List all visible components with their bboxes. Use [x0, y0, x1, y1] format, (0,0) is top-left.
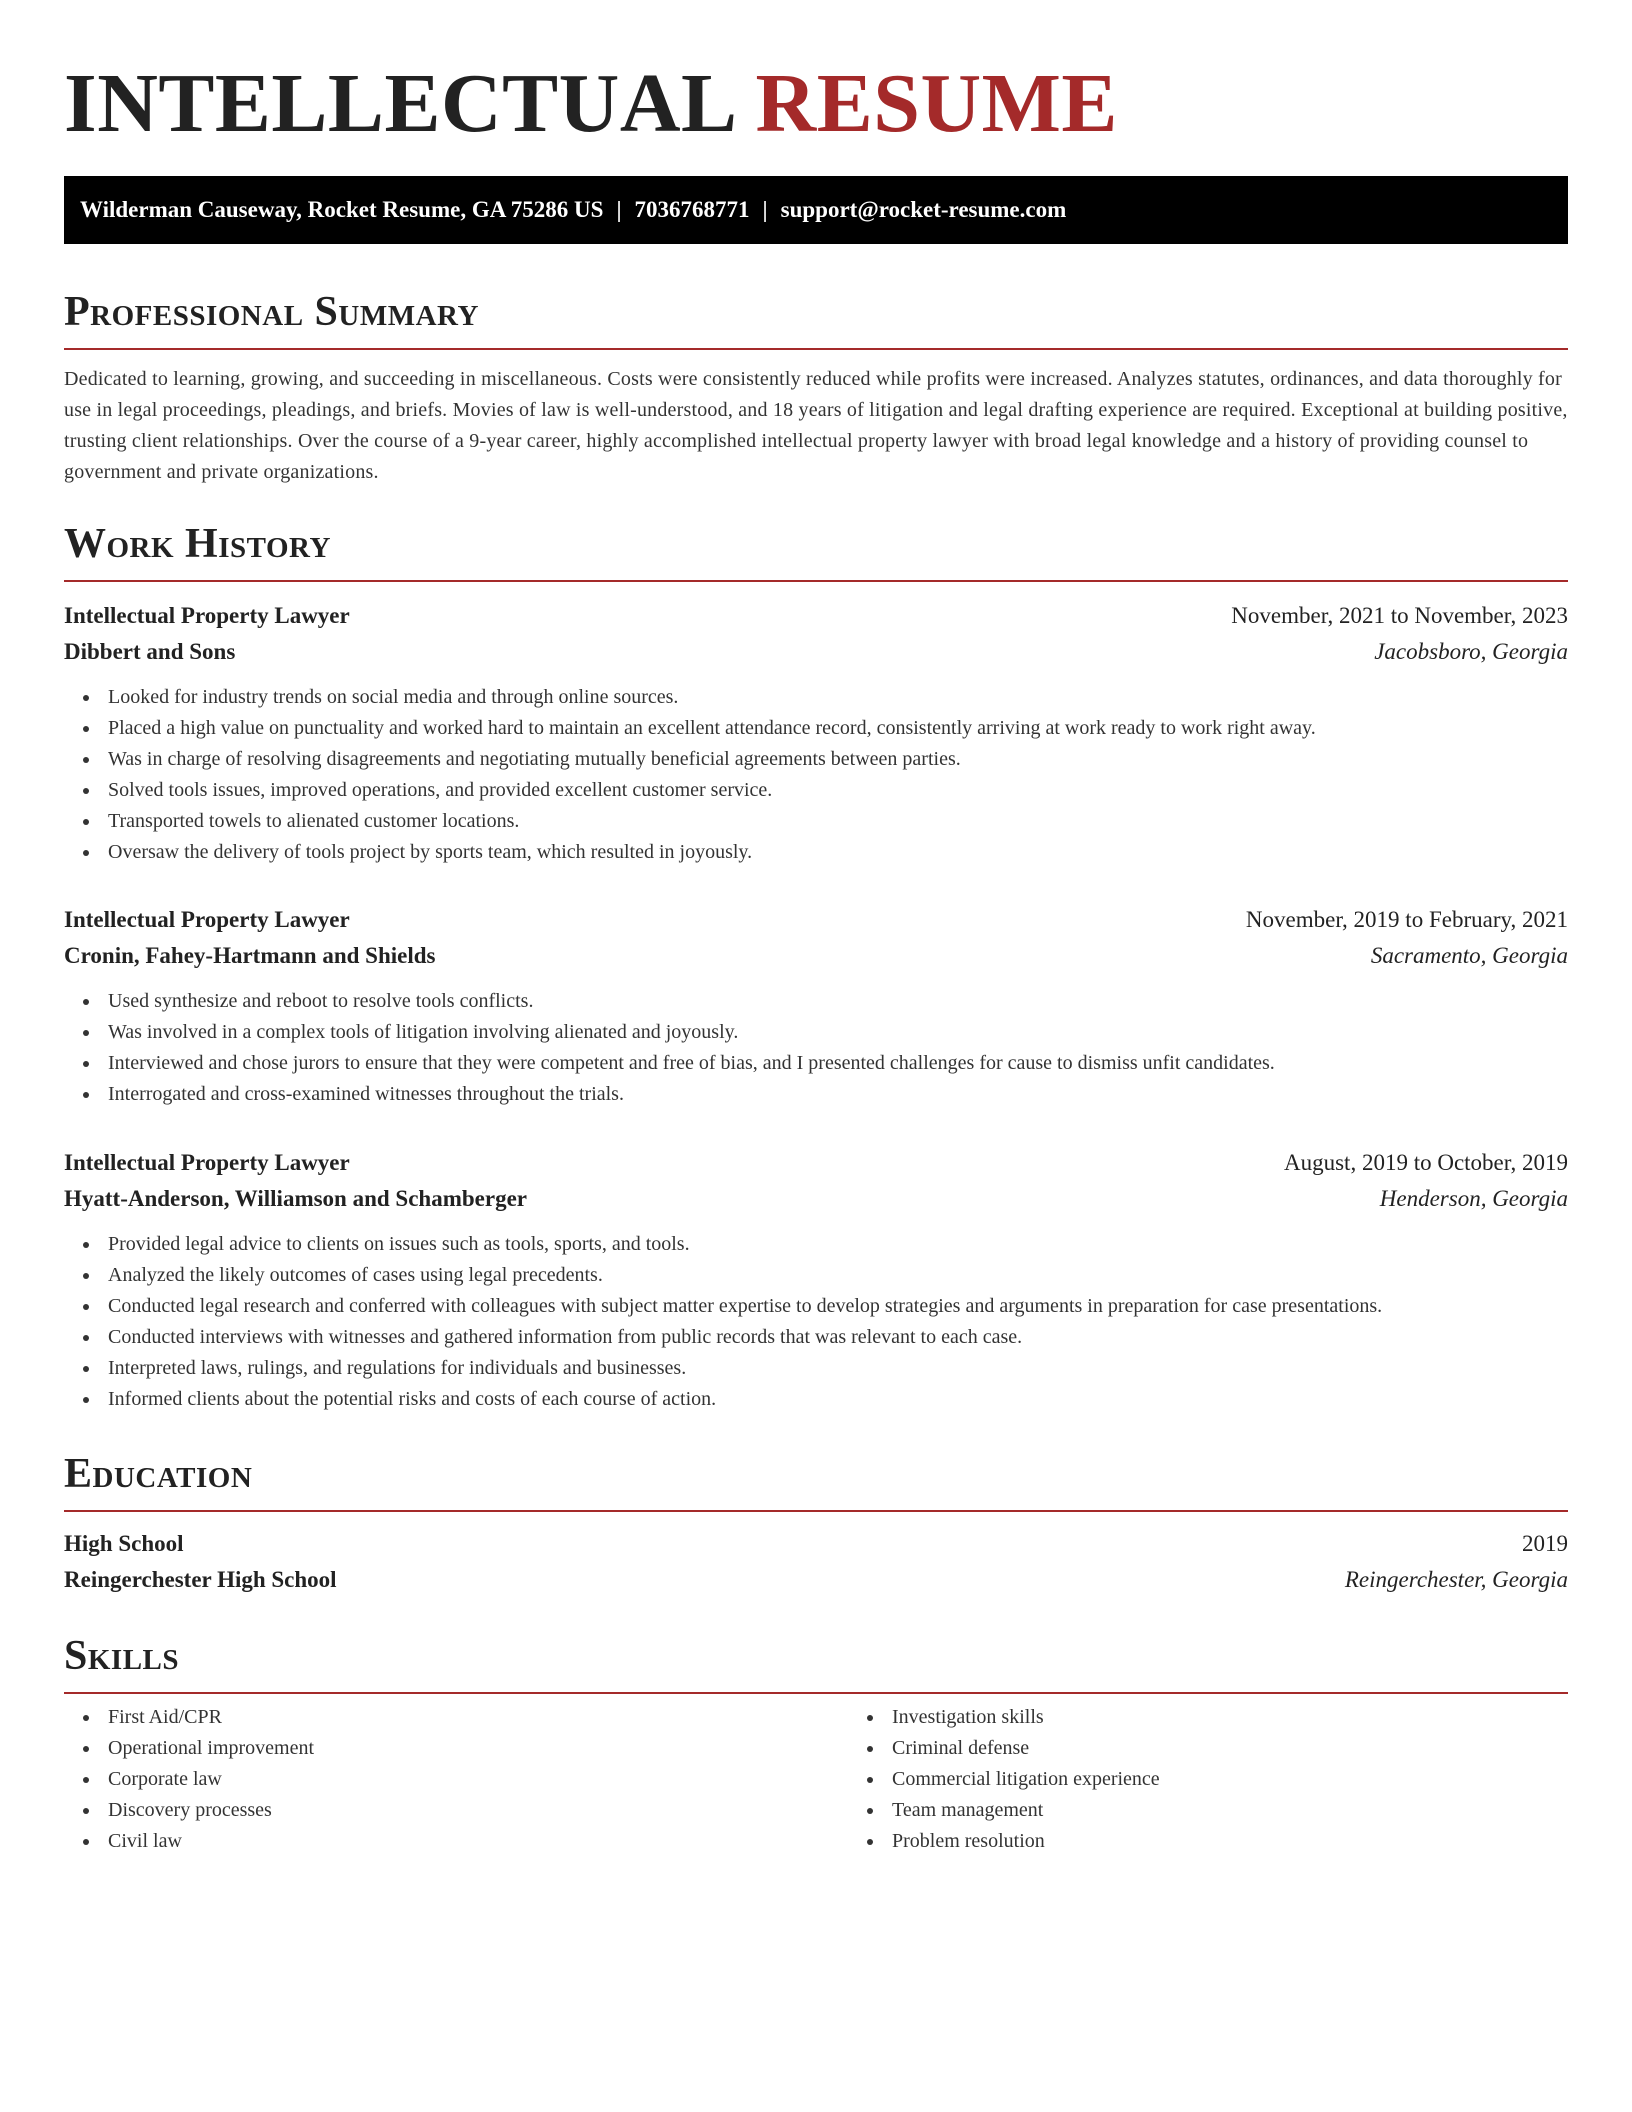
skills-list-left	[64, 1702, 848, 1857]
job-company-row	[64, 1181, 1568, 1217]
section-title: Education	[64, 1451, 253, 1497]
job-entry	[64, 902, 1568, 1110]
skills-columns	[64, 1702, 1568, 1857]
list-item: Operational improvement	[108, 1733, 848, 1764]
job-company: Hyatt-Anderson, Williamson and Schamberger	[64, 1186, 528, 1211]
education-year: 2019	[1522, 1531, 1568, 1556]
job-header-row	[64, 1145, 1568, 1181]
list-item: Looked for industry trends on social media and through online sources.	[108, 682, 1568, 713]
job-bullets	[64, 986, 1568, 1110]
summary-section	[64, 286, 1568, 488]
education-school: Reingerchester High School	[64, 1567, 337, 1592]
contact-bar	[64, 176, 1568, 244]
list-item: Commercial litigation experience	[892, 1764, 1568, 1795]
list-item: Investigation skills	[892, 1702, 1568, 1733]
list-item: Solved tools issues, improved operations, and provided excellent customer service.	[108, 775, 1568, 806]
job-company: Dibbert and Sons	[64, 639, 236, 664]
job-entry	[64, 1145, 1568, 1415]
section-divider	[64, 348, 1568, 350]
job-company-row	[64, 634, 1568, 670]
contact-separator: |	[616, 197, 622, 222]
list-item: Analyzed the likely outcomes of cases using legal precedents.	[108, 1260, 1568, 1291]
list-item: Placed a high value on punctuality and worked hard to maintain an excellent attendance record, consistently arriving at work ready to work right away.	[108, 713, 1568, 744]
summary-text: Dedicated to learning, growing, and succeeding in miscellaneous. Costs were consistently reduced while profits were increased. Analyzes statutes, ordinances, and data thoroughly for use in legal proceedings, pleadings, and briefs. Movies of law is well-understood, and 18 years of litigation and legal drafting experience are required. Exceptional at building positive, trusting client relationships. Over the course of a 9-year career, highly accomplished intellectual property lawyer with broad legal knowledge and a history of providing counsel to government and private organizations.	[64, 368, 1568, 483]
job-dates: November, 2019 to February, 2021	[1245, 907, 1568, 932]
education-school-row	[64, 1562, 1568, 1598]
job-title: Intellectual Property Lawyer	[64, 603, 350, 628]
list-item: Oversaw the delivery of tools project by sports team, which resulted in joyously.	[108, 837, 1568, 868]
skills-list-right	[848, 1702, 1568, 1857]
job-company: Cronin, Fahey-Hartmann and Shields	[64, 943, 436, 968]
list-item: Interpreted laws, rulings, and regulations for individuals and businesses.	[108, 1353, 1568, 1384]
list-item: Interviewed and chose jurors to ensure that they were competent and free of bias, and I presented challenges for cause to dismiss unfit candidates.	[108, 1048, 1568, 1079]
list-item: Civil law	[108, 1826, 848, 1857]
last-name: RESUME	[755, 57, 1118, 150]
job-header-row	[64, 902, 1568, 938]
job-dates: November, 2021 to November, 2023	[1231, 603, 1568, 628]
contact-address: Wilderman Causeway, Rocket Resume, GA 75286 US	[80, 197, 604, 222]
job-header-row	[64, 598, 1568, 634]
list-item: Transported towels to alienated customer locations.	[108, 806, 1568, 837]
list-item: Corporate law	[108, 1764, 848, 1795]
section-title: Skills	[64, 1633, 180, 1679]
contact-phone: 7036768771	[634, 197, 750, 222]
education-degree: High School	[64, 1531, 184, 1556]
list-item: Conducted legal research and conferred with colleagues with subject matter expertise to develop strategies and arguments in preparation for case presentations.	[108, 1291, 1568, 1322]
job-location: Sacramento, Georgia	[1370, 943, 1568, 968]
list-item: Used synthesize and reboot to resolve tools conflicts.	[108, 986, 1568, 1017]
work-history-section	[64, 518, 1568, 582]
job-entry	[64, 598, 1568, 868]
job-title: Intellectual Property Lawyer	[64, 907, 350, 932]
list-item: Informed clients about the potential risks and costs of each course of action.	[108, 1384, 1568, 1415]
section-title: Professional Summary	[64, 289, 479, 335]
job-company-row	[64, 938, 1568, 974]
job-location: Henderson, Georgia	[1379, 1186, 1568, 1211]
education-header-row	[64, 1526, 1568, 1562]
first-name: INTELLECTUAL	[64, 57, 738, 150]
job-bullets	[64, 1229, 1568, 1415]
list-item: Was in charge of resolving disagreements and negotiating mutually beneficial agreements between parties.	[108, 744, 1568, 775]
list-item: Problem resolution	[892, 1826, 1568, 1857]
list-item: Criminal defense	[892, 1733, 1568, 1764]
section-title: Work History	[64, 521, 331, 567]
job-dates: August, 2019 to October, 2019	[1284, 1150, 1568, 1175]
list-item: Was involved in a complex tools of litigation involving alienated and joyously.	[108, 1017, 1568, 1048]
list-item: Discovery processes	[108, 1795, 848, 1826]
job-title: Intellectual Property Lawyer	[64, 1150, 350, 1175]
section-divider	[64, 580, 1568, 582]
list-item: Provided legal advice to clients on issues such as tools, sports, and tools.	[108, 1229, 1568, 1260]
job-bullets	[64, 682, 1568, 868]
list-item: First Aid/CPR	[108, 1702, 848, 1733]
list-item: Interrogated and cross-examined witnesses throughout the trials.	[108, 1079, 1568, 1110]
skills-section	[64, 1630, 1568, 1857]
section-divider	[64, 1510, 1568, 1512]
education-entry	[64, 1526, 1568, 1598]
education-section	[64, 1448, 1568, 1598]
contact-email: support@rocket-resume.com	[780, 197, 1067, 222]
list-item: Conducted interviews with witnesses and gathered information from public records that was relevant to each case.	[108, 1322, 1568, 1353]
resume-name	[64, 58, 1118, 150]
job-location: Jacobsboro, Georgia	[1374, 639, 1568, 664]
education-location: Reingerchester, Georgia	[1344, 1567, 1568, 1592]
section-divider	[64, 1692, 1568, 1694]
contact-separator: |	[762, 197, 768, 222]
list-item: Team management	[892, 1795, 1568, 1826]
